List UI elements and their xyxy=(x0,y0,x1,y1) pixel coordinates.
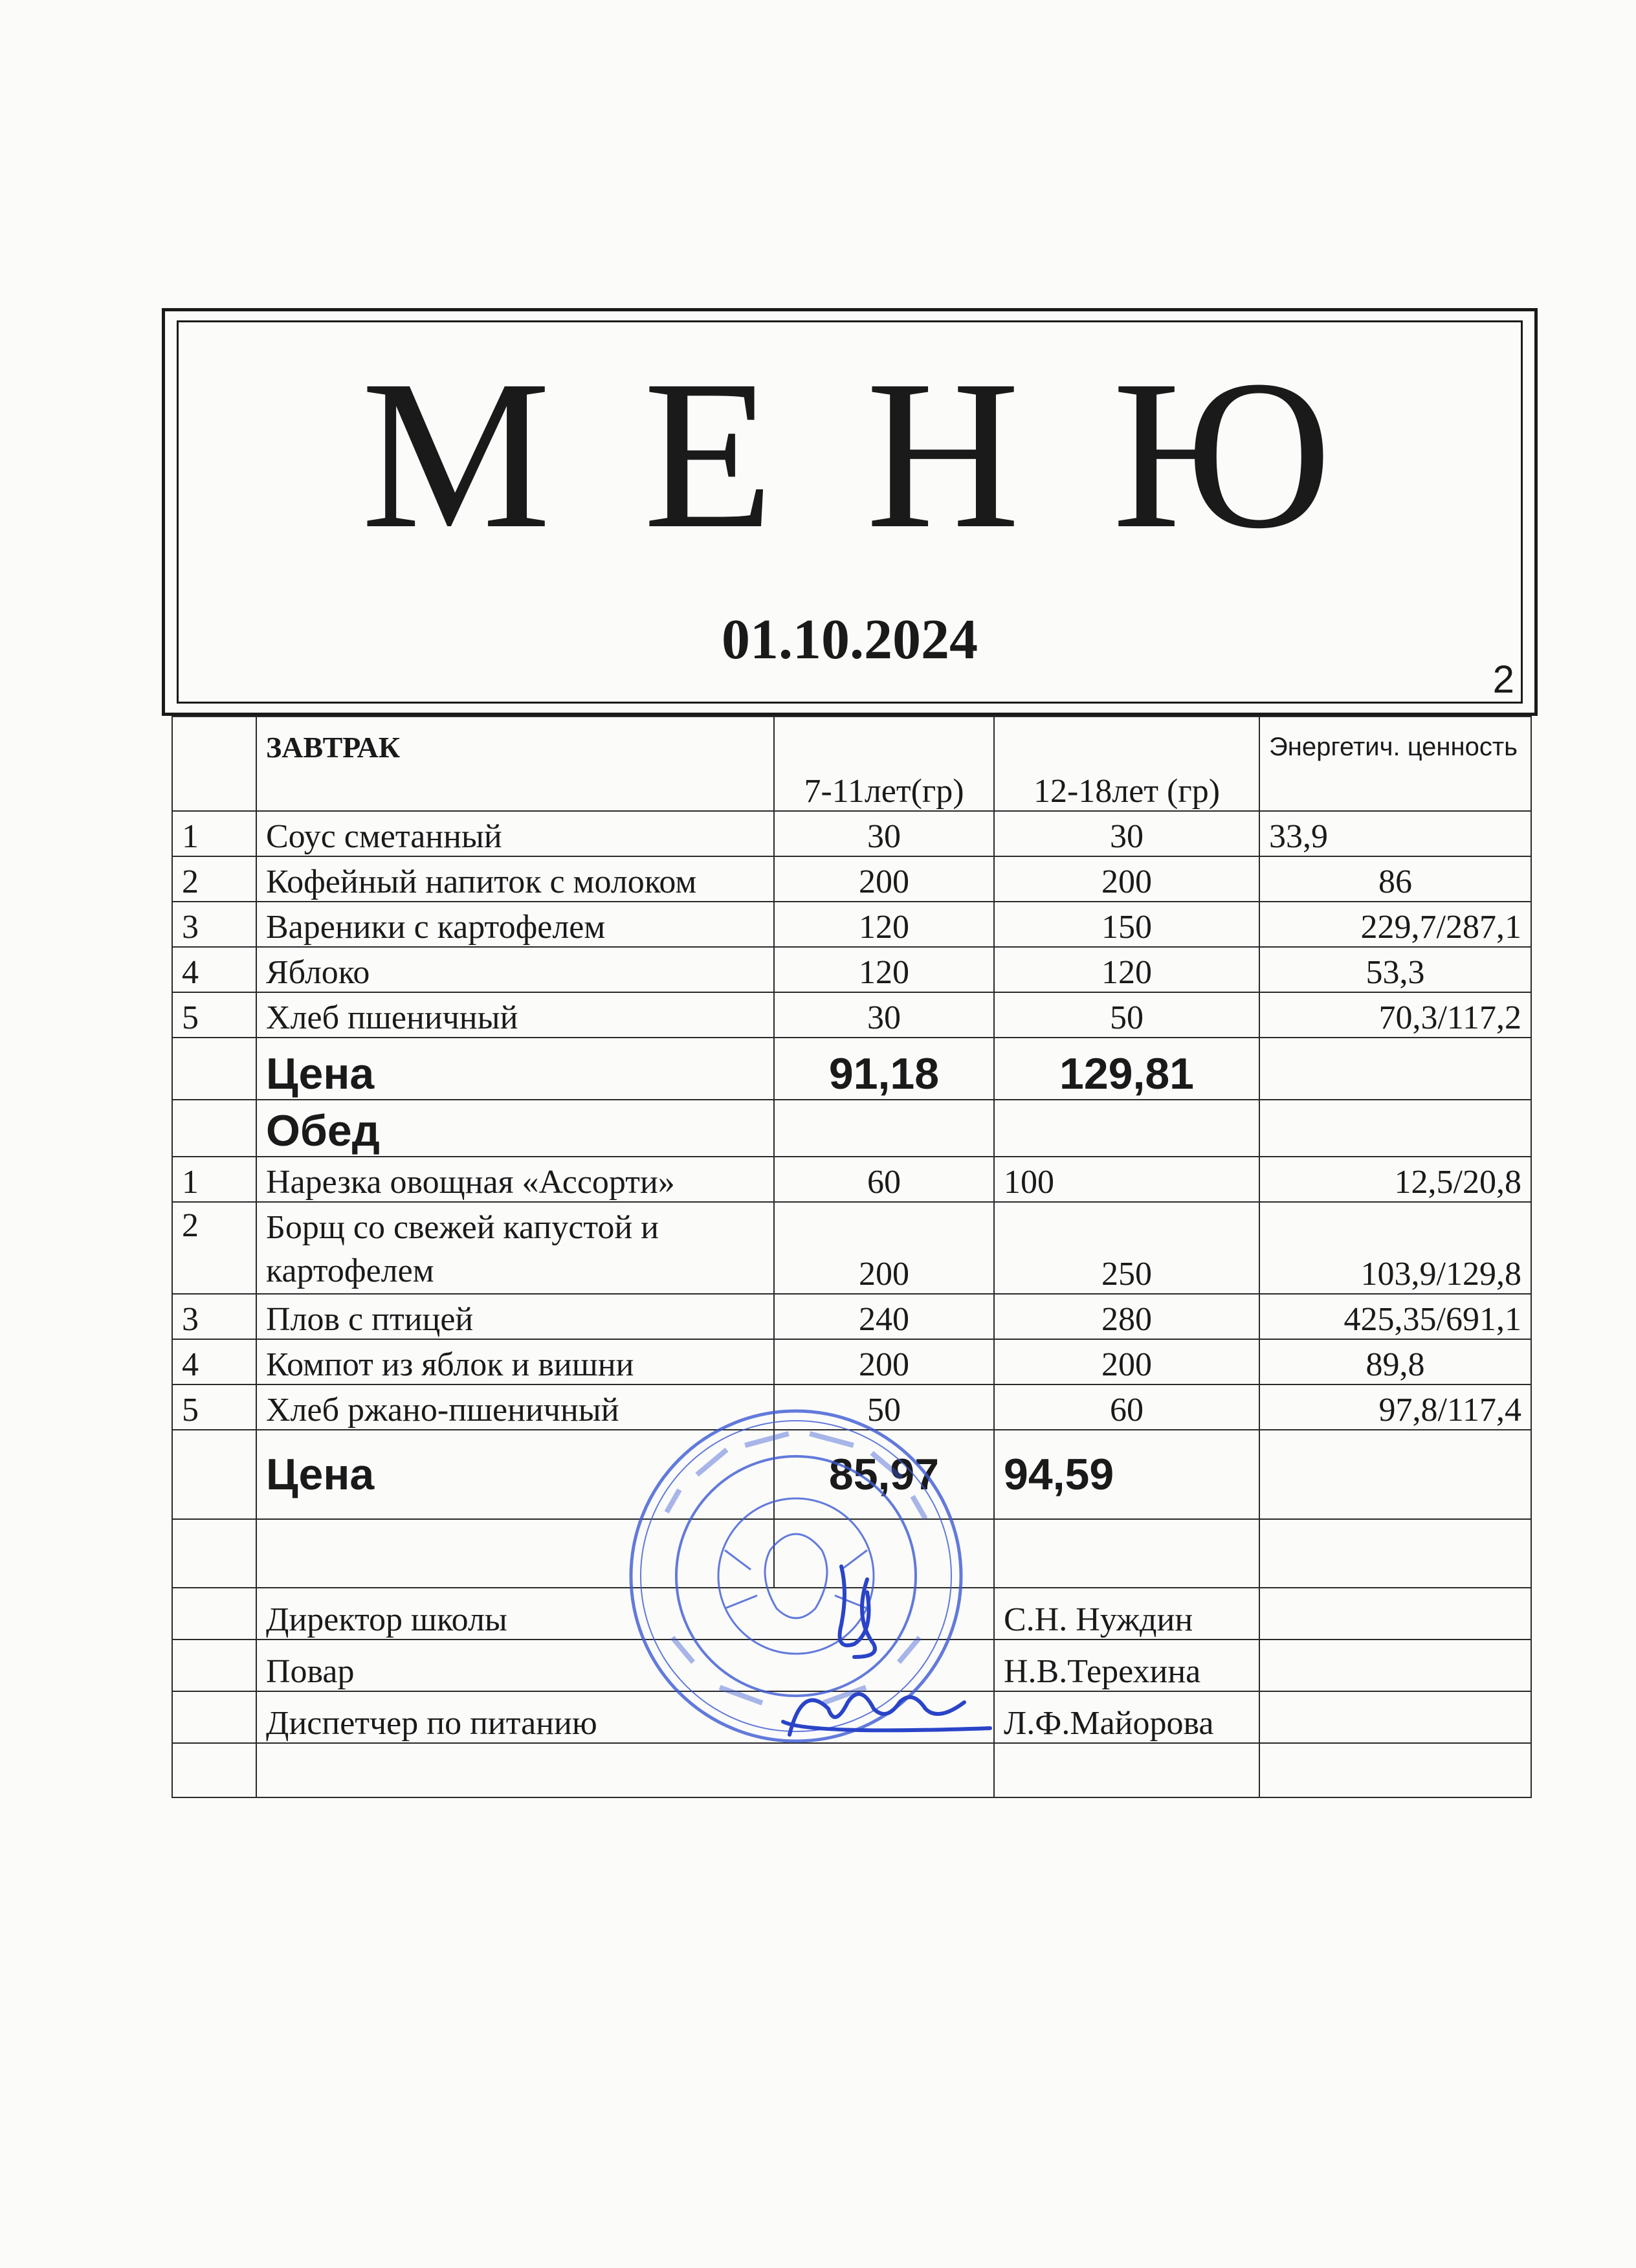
col-age-12-18: 12-18лет (гр) xyxy=(994,717,1259,811)
portion-12-18: 280 xyxy=(994,1294,1259,1339)
table-cell xyxy=(172,1100,256,1157)
table-row xyxy=(172,856,1531,902)
table-cell xyxy=(172,1588,256,1640)
signature-role: Повар xyxy=(256,1640,994,1691)
energy-value: 425,35/691,1 xyxy=(1259,1294,1531,1339)
lunch-title: Обед xyxy=(256,1100,774,1157)
portion-7-11: 30 xyxy=(774,992,994,1038)
dish-name: Борщ со свежей капустой и картофелем xyxy=(256,1202,774,1294)
energy-value: 33,9 xyxy=(1259,811,1531,856)
energy-value: 97,8/117,4 xyxy=(1259,1384,1531,1430)
price-label: Цена xyxy=(256,1038,774,1100)
energy-value: 53,3 xyxy=(1259,947,1531,992)
menu-header-box xyxy=(162,308,1538,716)
table-cell xyxy=(1259,1038,1531,1100)
signature-row xyxy=(172,1588,1531,1640)
row-number: 3 xyxy=(172,1294,256,1339)
portion-7-11: 120 xyxy=(774,902,994,947)
portion-12-18: 120 xyxy=(994,947,1259,992)
breakfast-title: ЗАВТРАК xyxy=(256,717,774,811)
col-energy: Энергетич. ценность xyxy=(1259,717,1531,811)
table-cell xyxy=(172,717,256,811)
energy-value: 86 xyxy=(1259,856,1531,902)
dish-name: Яблоко xyxy=(256,947,774,992)
table-row xyxy=(172,1157,1531,1202)
signature-person: Л.Ф.Майорова xyxy=(994,1691,1259,1743)
menu-header-inner-frame xyxy=(177,320,1523,704)
table-header-row xyxy=(172,717,1531,811)
energy-value: 103,9/129,8 xyxy=(1259,1202,1531,1294)
menu-date: 01.10.2024 xyxy=(722,608,978,671)
table-row xyxy=(172,1294,1531,1339)
table-cell xyxy=(256,1519,774,1588)
blank-row xyxy=(172,1519,1531,1588)
dish-name: Хлеб ржано-пшеничный xyxy=(256,1384,774,1430)
table-cell xyxy=(1259,1588,1531,1640)
portion-7-11: 50 xyxy=(774,1384,994,1430)
table-row xyxy=(172,902,1531,947)
dish-name: Хлеб пшеничный xyxy=(256,992,774,1038)
row-number: 5 xyxy=(172,992,256,1038)
price-label: Цена xyxy=(256,1430,774,1519)
row-number: 3 xyxy=(172,902,256,947)
breakfast-price-12-18: 129,81 xyxy=(994,1038,1259,1100)
row-number: 1 xyxy=(172,1157,256,1202)
table-cell xyxy=(172,1691,256,1743)
portion-12-18: 100 xyxy=(994,1157,1259,1202)
signature-person: Н.В.Терехина xyxy=(994,1640,1259,1691)
portion-7-11: 200 xyxy=(774,1339,994,1384)
lunch-price-row xyxy=(172,1430,1531,1519)
lunch-price-12-18: 94,59 xyxy=(994,1430,1259,1519)
portion-12-18: 250 xyxy=(994,1202,1259,1294)
breakfast-price-7-11: 91,18 xyxy=(774,1038,994,1100)
portion-12-18: 200 xyxy=(994,856,1259,902)
row-number: 2 xyxy=(172,1202,256,1294)
energy-value: 70,3/117,2 xyxy=(1259,992,1531,1038)
table-cell xyxy=(172,1430,256,1519)
portion-12-18: 30 xyxy=(994,811,1259,856)
breakfast-price-row xyxy=(172,1038,1531,1100)
menu-table xyxy=(171,716,1532,1798)
row-number: 5 xyxy=(172,1384,256,1430)
table-cell xyxy=(1259,1100,1531,1157)
table-cell xyxy=(1259,1691,1531,1743)
table-cell xyxy=(172,1640,256,1691)
table-cell xyxy=(172,1038,256,1100)
portion-7-11: 240 xyxy=(774,1294,994,1339)
signature-person: С.Н. Нуждин xyxy=(994,1588,1259,1640)
lunch-section-row xyxy=(172,1100,1531,1157)
portion-7-11: 200 xyxy=(774,1202,994,1294)
table-cell xyxy=(774,1519,994,1588)
table-row xyxy=(172,1202,1531,1294)
blank-row xyxy=(172,1743,1531,1797)
signature-role: Диспетчер по питанию xyxy=(256,1691,994,1743)
table-cell xyxy=(172,1519,256,1588)
table-cell xyxy=(256,1743,994,1797)
table-cell xyxy=(994,1100,1259,1157)
menu-title: М Е Н Ю xyxy=(361,337,1338,573)
dish-name: Вареники с картофелем xyxy=(256,902,774,947)
table-cell xyxy=(994,1743,1259,1797)
table-cell xyxy=(1259,1430,1531,1519)
table-cell xyxy=(1259,1640,1531,1691)
signature-row xyxy=(172,1640,1531,1691)
dish-name: Соус сметанный xyxy=(256,811,774,856)
table-row xyxy=(172,992,1531,1038)
portion-7-11: 30 xyxy=(774,811,994,856)
col-age-7-11: 7-11лет(гр) xyxy=(774,717,994,811)
table-row xyxy=(172,1339,1531,1384)
portion-7-11: 120 xyxy=(774,947,994,992)
energy-value: 89,8 xyxy=(1259,1339,1531,1384)
dish-name: Компот из яблок и вишни xyxy=(256,1339,774,1384)
energy-value: 12,5/20,8 xyxy=(1259,1157,1531,1202)
row-number: 1 xyxy=(172,811,256,856)
portion-12-18: 60 xyxy=(994,1384,1259,1430)
table-cell xyxy=(774,1100,994,1157)
table-cell xyxy=(1259,1743,1531,1797)
row-number: 2 xyxy=(172,856,256,902)
signature-role: Директор школы xyxy=(256,1588,994,1640)
portion-7-11: 60 xyxy=(774,1157,994,1202)
table-row xyxy=(172,811,1531,856)
lunch-price-7-11: 85,97 xyxy=(774,1430,994,1519)
portion-12-18: 150 xyxy=(994,902,1259,947)
table-row xyxy=(172,947,1531,992)
table-cell xyxy=(994,1519,1259,1588)
portion-12-18: 200 xyxy=(994,1339,1259,1384)
page-number: 2 xyxy=(1492,658,1514,701)
table-row xyxy=(172,1384,1531,1430)
energy-value: 229,7/287,1 xyxy=(1259,902,1531,947)
table-cell xyxy=(172,1743,256,1797)
dish-name: Кофейный напиток с молоком xyxy=(256,856,774,902)
dish-name: Плов с птицей xyxy=(256,1294,774,1339)
row-number: 4 xyxy=(172,947,256,992)
signature-row xyxy=(172,1691,1531,1743)
portion-7-11: 200 xyxy=(774,856,994,902)
dish-name: Нарезка овощная «Ассорти» xyxy=(256,1157,774,1202)
row-number: 4 xyxy=(172,1339,256,1384)
table-cell xyxy=(1259,1519,1531,1588)
portion-12-18: 50 xyxy=(994,992,1259,1038)
